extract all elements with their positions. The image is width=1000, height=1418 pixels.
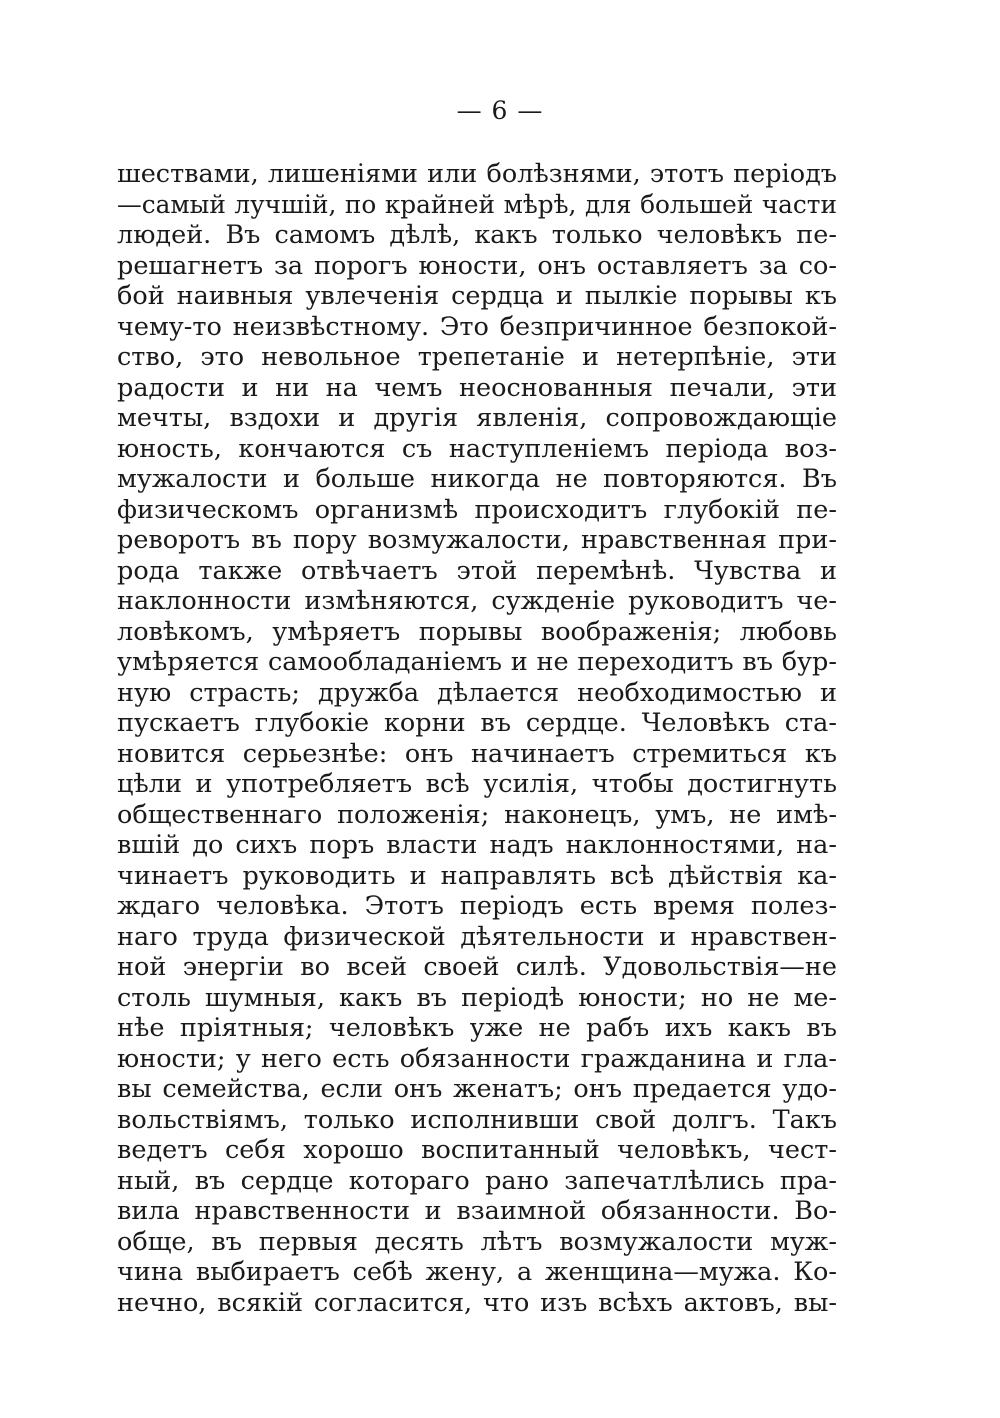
text-line: новится серьезнѣе: онъ начинаетъ стремиться къ [117,738,837,769]
text-line: решагнетъ за порогъ юности, онъ оставляетъ за со- [117,250,837,281]
text-line: юности; у него есть обязанности гражданина и гла- [117,1043,837,1074]
text-line: ную страсть; дружба дѣлается необходимостью и [117,677,837,708]
text-line: чинаетъ руководить и направлять всѣ дѣйствія ка- [117,860,837,891]
text-line: вольствіямъ, только исполнивши свой долгъ. Такъ [117,1104,837,1135]
text-line: пускаетъ глубокіе корни въ сердце. Человѣкъ ста- [117,708,837,738]
page-number: — 6 — [456,96,544,125]
text-line: ство, это невольное трепетаніе и нетерпѣніе, эти [117,342,837,372]
text-line: нечно, всякій согласится, что изъ всѣхъ актовъ, вы- [117,1287,837,1318]
text-line: обще, въ первыя десять лѣтъ возмужалости муж- [117,1226,837,1257]
text-line: нѣе пріятныя; человѣкъ уже не рабъ ихъ какъ въ [117,1013,837,1043]
text-line: ный, въ сердце котораго рано запечатлѣлись пра- [117,1165,837,1196]
text-line: ловѣкомъ, умѣряетъ порывы воображенія; любовь [117,616,837,647]
text-line: шествами, лишеніями или болѣзнями, этотъ періодъ [117,159,837,189]
text-line: наго труда физической дѣятельности и нравствен- [117,921,837,952]
text-line: вы семейства, если онъ женатъ; онъ предается удо- [117,1074,837,1104]
text-line: вила нравственности и взаимной обязанности. Во- [117,1196,837,1226]
text-line: вшій до сихъ поръ власти надъ наклонностями, на- [117,830,837,860]
text-line: наклонности измѣняются, сужденіе руководитъ че- [117,586,837,616]
text-line: радости и ни на чемъ неоснованныя печали, эти [117,372,837,403]
text-line: реворотъ въ пору возмужалости, нравственная при- [117,525,837,555]
body-text [117,159,837,1318]
text-line: общественнаго положенія; наконецъ, умъ, не имѣ- [117,799,837,830]
text-line: юность, кончаются съ наступленіемъ періода воз- [117,433,837,464]
text-line: —самый лучшій, по крайней мѣрѣ, для большей части [117,189,837,219]
text-line: столь шумныя, какъ въ періодѣ юности; но не ме- [117,982,837,1013]
text-line: мужалости и больше никогда не повторяются. Въ [117,464,837,494]
text-line: физическомъ организмѣ происходитъ глубокій пе- [117,494,837,525]
text-line: бой наивныя увлеченія сердца и пылкіе порывы къ [117,281,837,311]
text-line: ведетъ себя хорошо воспитанный человѣкъ, чест- [117,1135,837,1165]
text-line: ждаго человѣка. Этотъ періодъ есть время полез- [117,891,837,921]
text-line: умѣряется самообладаніемъ и не переходитъ въ бур- [117,647,837,677]
text-line: мечты, вздохи и другія явленія, сопровождающіе [117,403,837,433]
text-line: чина выбираетъ себѣ жену, а женщина—мужа. Ко- [117,1257,837,1287]
text-line: ной энергіи во всей своей силѣ. Удовольствія—не [117,952,837,982]
text-line: людей. Въ самомъ дѣлѣ, какъ только человѣкъ пе- [117,220,837,250]
text-line: чему-то неизвѣстному. Это безпричинное безпокой- [117,311,837,342]
text-line: цѣли и употребляетъ всѣ усилія, чтобы достигнуть [117,769,837,799]
text-line: рода также отвѣчаетъ этой перемѣнѣ. Чувства и [117,555,837,586]
